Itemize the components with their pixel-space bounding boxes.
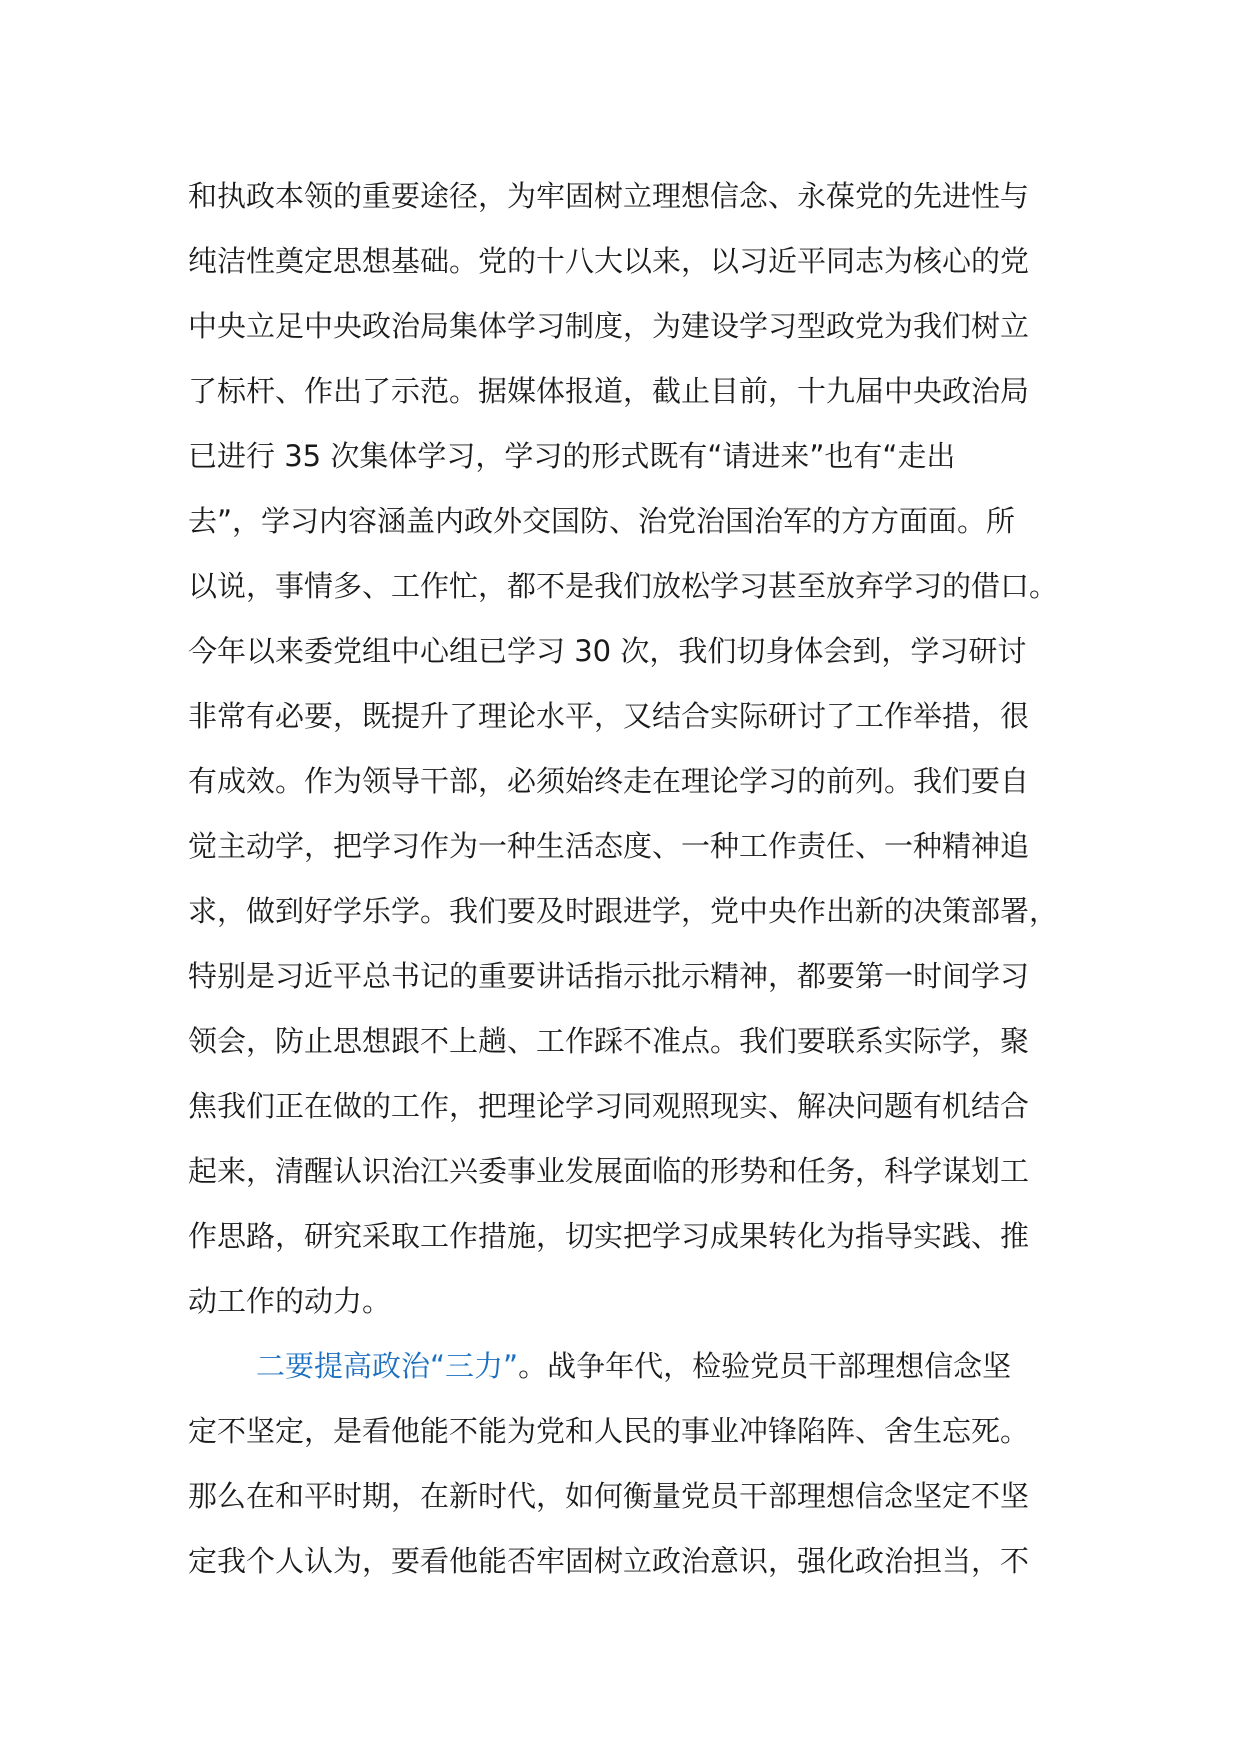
paragraph-line: 那么在和平时期，在新时代，如何衡量党员干部理想信念坚定不坚 bbox=[188, 1479, 1030, 1513]
paragraph-2 bbox=[188, 1334, 1088, 1594]
paragraph-line: 定不坚定，是看他能不能为党和人民的事业冲锋陷阵、舍生忘死。 bbox=[188, 1414, 1030, 1448]
paragraph-line: 作思路，研究采取工作措施，切实把学习成果转化为指导实践、推 bbox=[188, 1219, 1030, 1253]
paragraph-line: 中央立足中央政治局集体学习制度，为建设学习型政党为我们树立 bbox=[188, 309, 1030, 343]
paragraph-line: 领会，防止思想跟不上趟、工作踩不准点。我们要联系实际学，聚 bbox=[188, 1024, 1030, 1058]
paragraph-text: 。战争年代，检验党员干部理想信念坚 bbox=[518, 1349, 1012, 1383]
document-body bbox=[188, 164, 1088, 1594]
paragraph-line: 有成效。作为领导干部，必须始终走在理论学习的前列。我们要自 bbox=[188, 764, 1030, 798]
paragraph-line: 纯洁性奠定思想基础。党的十八大以来，以习近平同志为核心的党 bbox=[188, 244, 1030, 278]
paragraph-first-line bbox=[188, 1334, 1088, 1399]
paragraph-line: 去”，学习内容涵盖内政外交国防、治党治国治军的方方面面。所 bbox=[188, 504, 1016, 538]
paragraph-line: 觉主动学，把学习作为一种生活态度、一种工作责任、一种精神追 bbox=[188, 829, 1030, 863]
paragraph-line: 已进行 35 次集体学习，学习的形式既有“请进来”也有“走出 bbox=[188, 439, 956, 473]
paragraph-line: 和执政本领的重要途径，为牢固树立理想信念、永葆党的先进性与 bbox=[188, 179, 1030, 213]
paragraph-line: 非常有必要，既提升了理论水平，又结合实际研讨了工作举措，很 bbox=[188, 699, 1030, 733]
paragraph-line: 以说，事情多、工作忙，都不是我们放松学习甚至放弃学习的借口。 bbox=[188, 569, 1059, 603]
paragraph-line: 起来，清醒认识治江兴委事业发展面临的形势和任务，科学谋划工 bbox=[188, 1154, 1030, 1188]
paragraph-1 bbox=[188, 164, 1088, 1334]
paragraph-line: 动工作的动力。 bbox=[188, 1284, 392, 1318]
paragraph-line: 今年以来委党组中心组已学习 30 次，我们切身体会到，学习研讨 bbox=[188, 634, 1027, 668]
paragraph-line: 特别是习近平总书记的重要讲话指示批示精神，都要第一时间学习 bbox=[188, 959, 1030, 993]
paragraph-line: 了标杆、作出了示范。据媒体报道，截止目前，十九届中央政治局 bbox=[188, 374, 1030, 408]
paragraph-line: 焦我们正在做的工作，把理论学习同观照现实、解决问题有机结合 bbox=[188, 1089, 1030, 1123]
section-heading: 二要提高政治“三力” bbox=[256, 1349, 519, 1383]
paragraph-line: 定我个人认为，要看他能否牢固树立政治意识，强化政治担当，不 bbox=[188, 1544, 1030, 1578]
paragraph-line: 求，做到好学乐学。我们要及时跟进学，党中央作出新的决策部署， bbox=[188, 894, 1059, 928]
